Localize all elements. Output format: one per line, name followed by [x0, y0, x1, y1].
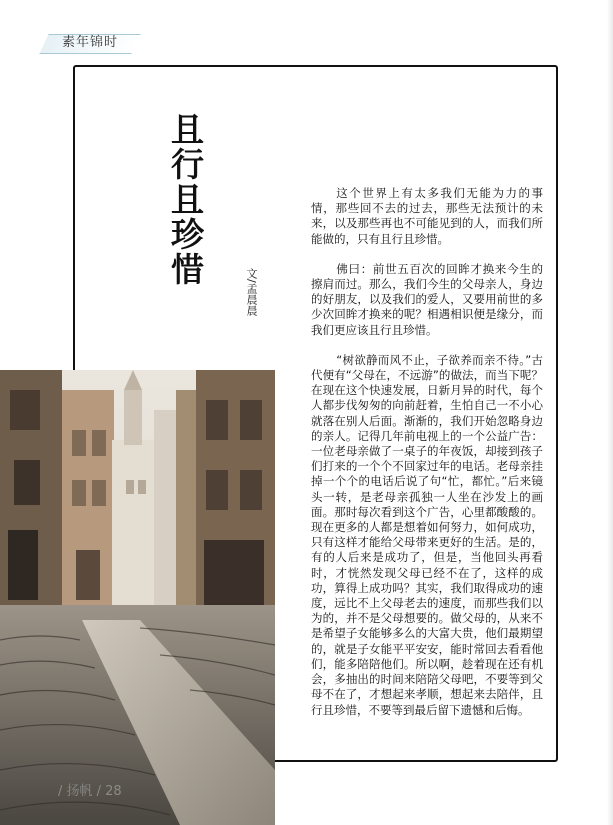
paragraph-3: “树欲静而风不止，子欲养而亲不待。”古代便有“父母在，不远游”的做法，而当下呢？在现在这个快速发展，日新月异的时代，每个人都步伐匆匆的向前赶着，生怕自己一不小心就落在别人后面。渐渐的，我们开始忽略身边的亲人。记得几年前电视上的一个公益广告：一位老母亲做了一桌子的年夜饭，却接到孩子们打来的一个个不回家过年的电话。老母亲挂掉一个个的电话后说了句“忙，都忙。”后来镜头一转，是老母亲孤独一人坐在沙发上的画面。那时每次看到这个广告，心里都酸酸的。现在更多的人都是想着如何努力，如何成功，只有这样才能给父母带来更好的生活。是的，有的人后来是成功了，但是，当他回头再看时，才恍然发现父母已经不在了，这样的成功，算得上成功吗？其实，我们取得成功的速度，远比不上父母老去的速度，而那些我们以为的，并不是父母想要的。做父母的，从来不是希望子女能够多么的大富大贵，他们最期望的，就是子女能平平安安，能时常回去看看他们，能多陪陪他们。所以啊，趁着现在还有机会，多抽出的时间来陪陪父母吧，不要等到父母不在了，才想起来孝顺，想起来去陪伴，且行且珍惜，不要等到最后留下遗憾和后悔。 — [311, 352, 543, 717]
street-photo-illustration — [0, 370, 275, 825]
section-header — [44, 32, 134, 52]
article-author: 文/孟晨晨 — [245, 268, 258, 316]
section-title: 素年锦时 — [62, 35, 119, 50]
article-body — [311, 186, 543, 733]
paragraph-2: 佛曰：前世五百次的回眸才换来今生的擦肩而过。那么，我们今生的父母亲人，身边的好朋友，以及我们的爱人，又要用前世的多少次回眸才换来的呢？相遇相识便是缘分，而我们更应该且行且珍惜。 — [311, 261, 543, 337]
page-edge — [607, 0, 613, 825]
page-folio: / 扬帆 / 28 — [58, 784, 122, 799]
article-title: 且行且珍惜 — [166, 112, 205, 287]
street-photo — [0, 370, 275, 825]
paragraph-1: 这个世界上有太多我们无能为力的事情，那些回不去的过去，那些无法预计的未来，以及那些再也不可能见到的人，而我们所能做的，只有且行且珍惜。 — [311, 186, 543, 246]
